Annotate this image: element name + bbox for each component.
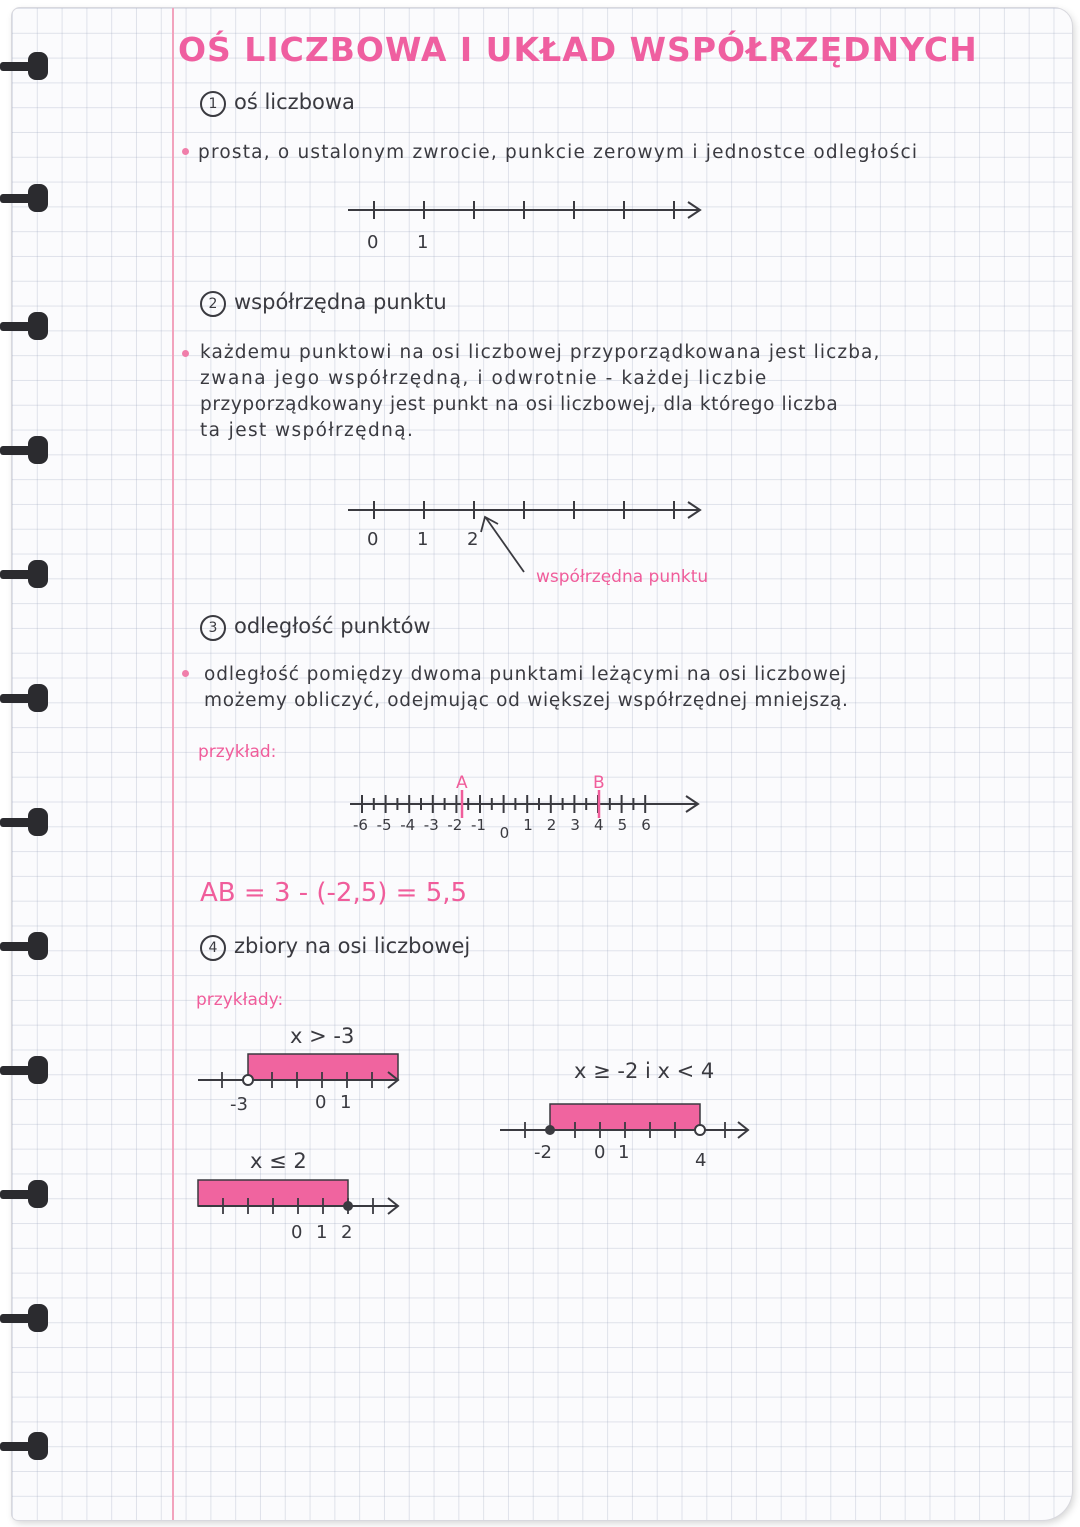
axis-3-label: -1 [471,816,486,834]
point-b-label: B [593,773,605,793]
axis-3-label: 1 [523,816,533,834]
set-3-tick-label: 0 [594,1142,606,1163]
axis-3-label: -6 [353,816,368,834]
section-2-title: współrzędna punktu [234,290,447,314]
page-title: OŚ LICZBOWA I UKŁAD WSPÓŁRZĘDNYCH [178,30,978,69]
section-1-title: oś liczbowa [234,90,355,114]
axis-3-label: -3 [423,816,439,834]
axis-2-label-0: 0 [367,529,379,550]
set-3-tick-label: 4 [695,1150,707,1171]
section-2-line-3: przyporządkowany jest punkt na osi liczbowej, dla którego liczba [200,394,839,415]
set-2-tick-label: 1 [316,1222,328,1243]
axis-1-label-0: 0 [367,232,379,253]
axis-3-label: -2 [447,816,463,834]
set-1-label: x > -3 [290,1024,355,1048]
set-3-closed-point [545,1125,555,1135]
axis-3-label: -4 [400,816,416,834]
axis-3-label: 4 [594,816,604,834]
axis-2-label-2: 2 [467,529,479,550]
point-a-label: A [456,773,468,793]
set-2-tick-label: 2 [341,1222,353,1243]
set-1-tick-label: -3 [230,1094,248,1115]
axis-2-label-1: 1 [417,529,429,550]
section-number-badge: 1 [200,91,226,117]
section-1-text: prosta, o ustalonym zwrocie, punkcie zerowym i jednostce odległości [198,142,919,163]
axis-3-label: 5 [617,816,628,834]
distance-formula: AB = 3 - (-2,5) = 5,5 [200,878,468,908]
examples-label: przykłady: [196,990,284,1010]
set-2-tick-label: 0 [291,1222,303,1243]
set-2-closed-point [343,1201,353,1211]
axis-3-label: 3 [570,816,580,834]
set-1-tick-label: 1 [340,1092,352,1113]
section-number-badge: 3 [200,615,226,641]
axis-2-annotation: współrzędna punktu [536,567,709,587]
set-1-tick-label: 0 [315,1092,327,1113]
section-2-line-1: każdemu punktowi na osi liczbowej przyporządkowana jest liczba, [200,342,881,363]
axis-3-label: -5 [376,816,392,834]
set-1-open-point [243,1075,253,1085]
section-2-line-2: zwana jego współrzędną, i odwrotnie - każdej liczbie [200,368,768,389]
axis-1-label-1: 1 [417,232,429,253]
section-number-badge: 4 [200,935,226,961]
section-3-line-2: możemy obliczyć, odejmując od większej współrzędnej mniejszą. [204,690,849,711]
set-2-label: x ≤ 2 [250,1149,307,1173]
axis-3-label: 0 [499,824,510,842]
set-3-tick-label: -2 [534,1142,552,1163]
section-3-line-1: odległość pomiędzy dwoma punktami leżącymi na osi liczbowej [204,664,848,685]
set-3-tick-label: 1 [618,1142,630,1163]
section-3-title: odległość punktów [234,614,431,638]
section-number-badge: 2 [200,291,226,317]
set-3-open-point [695,1125,705,1135]
axis-3-label: 2 [546,816,557,834]
set-3-label: x ≥ -2 i x < 4 [574,1059,715,1083]
example-label: przykład: [198,742,277,762]
set-1-range-fill [248,1054,398,1080]
section-2-line-4: ta jest współrzędną. [200,420,415,441]
section-4-title: zbiory na osi liczbowej [234,934,471,958]
axis-3-label: 6 [641,816,651,834]
